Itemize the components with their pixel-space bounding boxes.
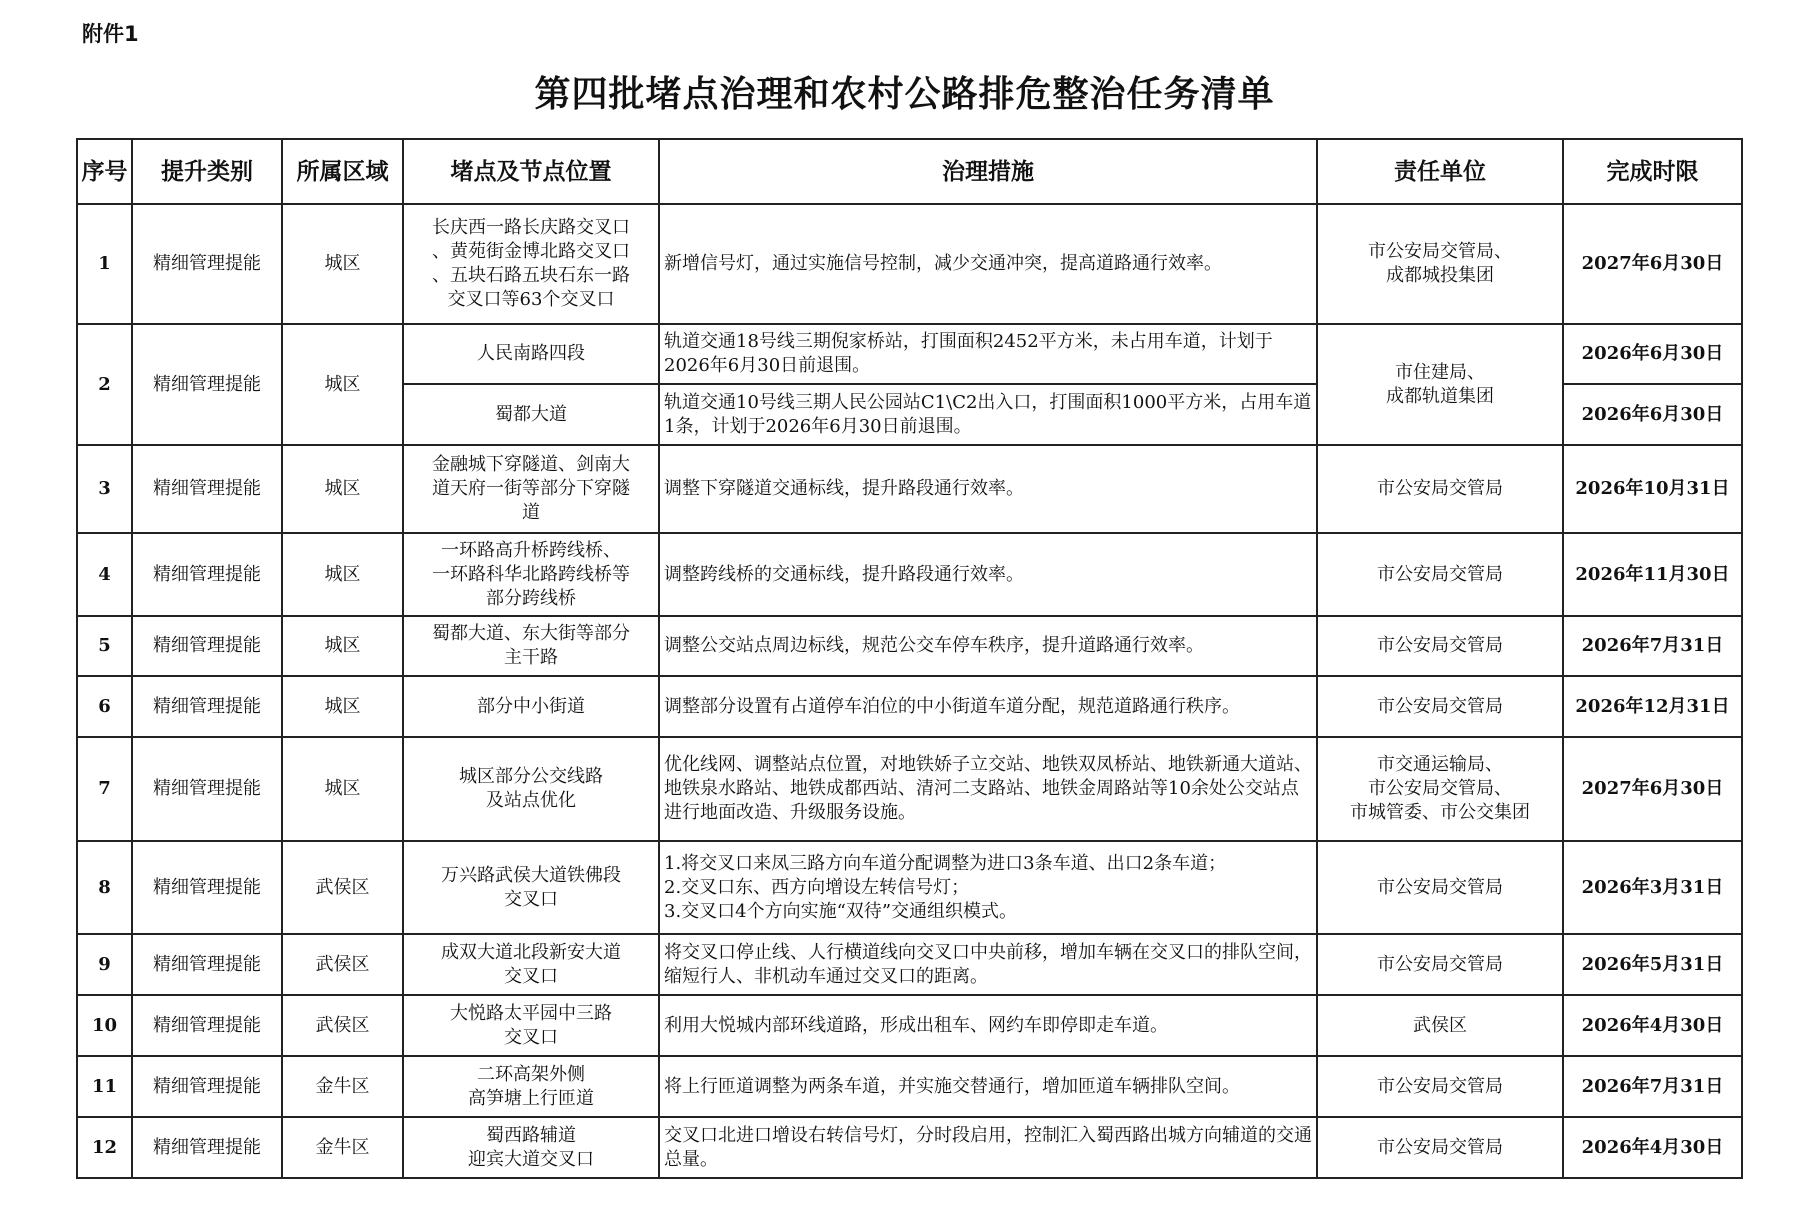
row-no: 6 bbox=[77, 676, 132, 737]
row-category: 精细管理提能 bbox=[132, 1117, 282, 1178]
row-sub-deadline: 2026年6月30日 bbox=[1563, 384, 1742, 445]
table-row bbox=[77, 324, 1742, 384]
row-no: 5 bbox=[77, 616, 132, 676]
header-deadline: 完成时限 bbox=[1563, 139, 1742, 204]
row-category: 精细管理提能 bbox=[132, 533, 282, 616]
row-deadline: 2026年12月31日 bbox=[1563, 676, 1742, 737]
row-unit: 市交通运输局、 市公安局交管局、 市城管委、市公交集团 bbox=[1317, 737, 1563, 841]
row-no: 1 bbox=[77, 204, 132, 324]
task-table bbox=[76, 138, 1743, 1179]
row-location: 人民南路四段 bbox=[403, 324, 659, 384]
row-area: 城区 bbox=[282, 445, 403, 533]
row-deadline: 2026年7月31日 bbox=[1563, 616, 1742, 676]
row-area: 武侯区 bbox=[282, 841, 403, 934]
row-unit: 市公安局交管局 bbox=[1317, 934, 1563, 995]
row-no: 3 bbox=[77, 445, 132, 533]
row-area: 城区 bbox=[282, 737, 403, 841]
row-measure: 利用大悦城内部环线道路，形成出租车、网约车即停即走车道。 bbox=[659, 995, 1317, 1056]
row-measure: 将交叉口停止线、人行横道线向交叉口中央前移，增加车辆在交叉口的排队空间，缩短行人、非机动车通过交叉口的距离。 bbox=[659, 934, 1317, 995]
row-location: 蜀都大道、东大街等部分 主干路 bbox=[403, 616, 659, 676]
table-row bbox=[77, 204, 1742, 324]
row-deadline: 2026年4月30日 bbox=[1563, 1117, 1742, 1178]
header-measure: 治理措施 bbox=[659, 139, 1317, 204]
table-row bbox=[77, 1117, 1742, 1178]
row-measure: 交叉口北进口增设右转信号灯，分时段启用，控制汇入蜀西路出城方向辅道的交通总量。 bbox=[659, 1117, 1317, 1178]
row-deadline: 2026年10月31日 bbox=[1563, 445, 1742, 533]
row-area: 城区 bbox=[282, 204, 403, 324]
header-location: 堵点及节点位置 bbox=[403, 139, 659, 204]
row-no: 12 bbox=[77, 1117, 132, 1178]
table-row bbox=[77, 995, 1742, 1056]
row-no: 10 bbox=[77, 995, 132, 1056]
row-unit: 市公安局交管局 bbox=[1317, 533, 1563, 616]
row-location: 城区部分公交线路 及站点优化 bbox=[403, 737, 659, 841]
row-measure: 新增信号灯，通过实施信号控制，减少交通冲突，提高道路通行效率。 bbox=[659, 204, 1317, 324]
row-measure: 调整下穿隧道交通标线，提升路段通行效率。 bbox=[659, 445, 1317, 533]
row-no: 7 bbox=[77, 737, 132, 841]
row-no: 8 bbox=[77, 841, 132, 934]
row-location: 二环高架外侧 高笋塘上行匝道 bbox=[403, 1056, 659, 1117]
row-deadline: 2026年4月30日 bbox=[1563, 995, 1742, 1056]
row-unit: 市公安局交管局 bbox=[1317, 445, 1563, 533]
header-unit: 责任单位 bbox=[1317, 139, 1563, 204]
header-no: 序号 bbox=[77, 139, 132, 204]
row-area: 城区 bbox=[282, 533, 403, 616]
row-category: 精细管理提能 bbox=[132, 676, 282, 737]
row-measure: 调整公交站点周边标线，规范公交车停车秩序，提升道路通行效率。 bbox=[659, 616, 1317, 676]
header-row bbox=[77, 139, 1742, 204]
table-row bbox=[77, 934, 1742, 995]
row-measure: 1.将交叉口来凤三路方向车道分配调整为进口3条车道、出口2条车道； 2.交叉口东、西方向增设左转信号灯； 3.交叉口4个方向实施“双待”交通组织模式。 bbox=[659, 841, 1317, 934]
row-no: 9 bbox=[77, 934, 132, 995]
row-area: 城区 bbox=[282, 676, 403, 737]
row-location: 长庆西一路长庆路交叉口 、黄苑街金博北路交叉口 、五块石路五块石东一路 交叉口等63个交叉口 bbox=[403, 204, 659, 324]
row-location: 成双大道北段新安大道 交叉口 bbox=[403, 934, 659, 995]
row-category: 精细管理提能 bbox=[132, 934, 282, 995]
row-unit: 武侯区 bbox=[1317, 995, 1563, 1056]
row-measure: 将上行匝道调整为两条车道，并实施交替通行，增加匝道车辆排队空间。 bbox=[659, 1056, 1317, 1117]
table-row bbox=[77, 616, 1742, 676]
row-unit: 市公安局交管局 bbox=[1317, 1056, 1563, 1117]
row-area: 金牛区 bbox=[282, 1056, 403, 1117]
row-deadline: 2026年5月31日 bbox=[1563, 934, 1742, 995]
table-row bbox=[77, 676, 1742, 737]
row-no: 11 bbox=[77, 1056, 132, 1117]
table-row bbox=[77, 445, 1742, 533]
row-location: 万兴路武侯大道铁佛段 交叉口 bbox=[403, 841, 659, 934]
row-area: 武侯区 bbox=[282, 934, 403, 995]
header-category: 提升类别 bbox=[132, 139, 282, 204]
row-deadline: 2026年7月31日 bbox=[1563, 1056, 1742, 1117]
page-title: 第四批堵点治理和农村公路排危整治任务清单 bbox=[534, 73, 1275, 115]
row-location: 蜀西路辅道 迎宾大道交叉口 bbox=[403, 1117, 659, 1178]
row-no: 4 bbox=[77, 533, 132, 616]
row-location: 部分中小街道 bbox=[403, 676, 659, 737]
row-category: 精细管理提能 bbox=[132, 995, 282, 1056]
row-deadline: 2027年6月30日 bbox=[1563, 204, 1742, 324]
row-location: 一环路高升桥跨线桥、 一环路科华北路跨线桥等 部分跨线桥 bbox=[403, 533, 659, 616]
table-row bbox=[77, 737, 1742, 841]
row-area: 城区 bbox=[282, 324, 403, 445]
row-location: 金融城下穿隧道、剑南大 道天府一街等部分下穿隧 道 bbox=[403, 445, 659, 533]
row-unit: 市公安局交管局 bbox=[1317, 1117, 1563, 1178]
row-category: 精细管理提能 bbox=[132, 616, 282, 676]
row-area: 城区 bbox=[282, 616, 403, 676]
row-category: 精细管理提能 bbox=[132, 841, 282, 934]
row-location: 大悦路太平园中三路 交叉口 bbox=[403, 995, 659, 1056]
row-measure: 调整部分设置有占道停车泊位的中小街道车道分配，规范道路通行秩序。 bbox=[659, 676, 1317, 737]
row-category: 精细管理提能 bbox=[132, 445, 282, 533]
row-deadline: 2026年3月31日 bbox=[1563, 841, 1742, 934]
row-unit: 市公安局交管局 bbox=[1317, 676, 1563, 737]
row-deadline: 2026年6月30日 bbox=[1563, 324, 1742, 384]
row-unit: 市住建局、 成都轨道集团 bbox=[1317, 324, 1563, 445]
row-measure: 轨道交通18号线三期倪家桥站，打围面积2452平方米，未占用车道，计划于2026年6月30日前退围。 bbox=[659, 324, 1317, 384]
row-measure: 优化线网、调整站点位置，对地铁娇子立交站、地铁双凤桥站、地铁新通大道站、地铁泉水路站、地铁成都西站、清河二支路站、地铁金周路站等10余处公交站点进行地面改造、升级服务设施。 bbox=[659, 737, 1317, 841]
row-unit: 市公安局交管局 bbox=[1317, 841, 1563, 934]
row-deadline: 2026年11月30日 bbox=[1563, 533, 1742, 616]
row-category: 精细管理提能 bbox=[132, 324, 282, 445]
row-sub-measure: 轨道交通10号线三期人民公园站C1\C2出入口，打围面积1000平方米，占用车道1条，计划于2026年6月30日前退围。 bbox=[659, 384, 1317, 445]
row-unit: 市公安局交管局 bbox=[1317, 616, 1563, 676]
row-category: 精细管理提能 bbox=[132, 737, 282, 841]
row-category: 精细管理提能 bbox=[132, 1056, 282, 1117]
table-row bbox=[77, 841, 1742, 934]
row-area: 金牛区 bbox=[282, 1117, 403, 1178]
row-area: 武侯区 bbox=[282, 995, 403, 1056]
attachment-label: 附件1 bbox=[82, 22, 139, 46]
row-no: 2 bbox=[77, 324, 132, 445]
row-measure: 调整跨线桥的交通标线，提升路段通行效率。 bbox=[659, 533, 1317, 616]
table-row bbox=[77, 1056, 1742, 1117]
row-sub-location: 蜀都大道 bbox=[403, 384, 659, 445]
row-category: 精细管理提能 bbox=[132, 204, 282, 324]
header-area: 所属区域 bbox=[282, 139, 403, 204]
table-row bbox=[77, 533, 1742, 616]
row-unit: 市公安局交管局、 成都城投集团 bbox=[1317, 204, 1563, 324]
row-deadline: 2027年6月30日 bbox=[1563, 737, 1742, 841]
